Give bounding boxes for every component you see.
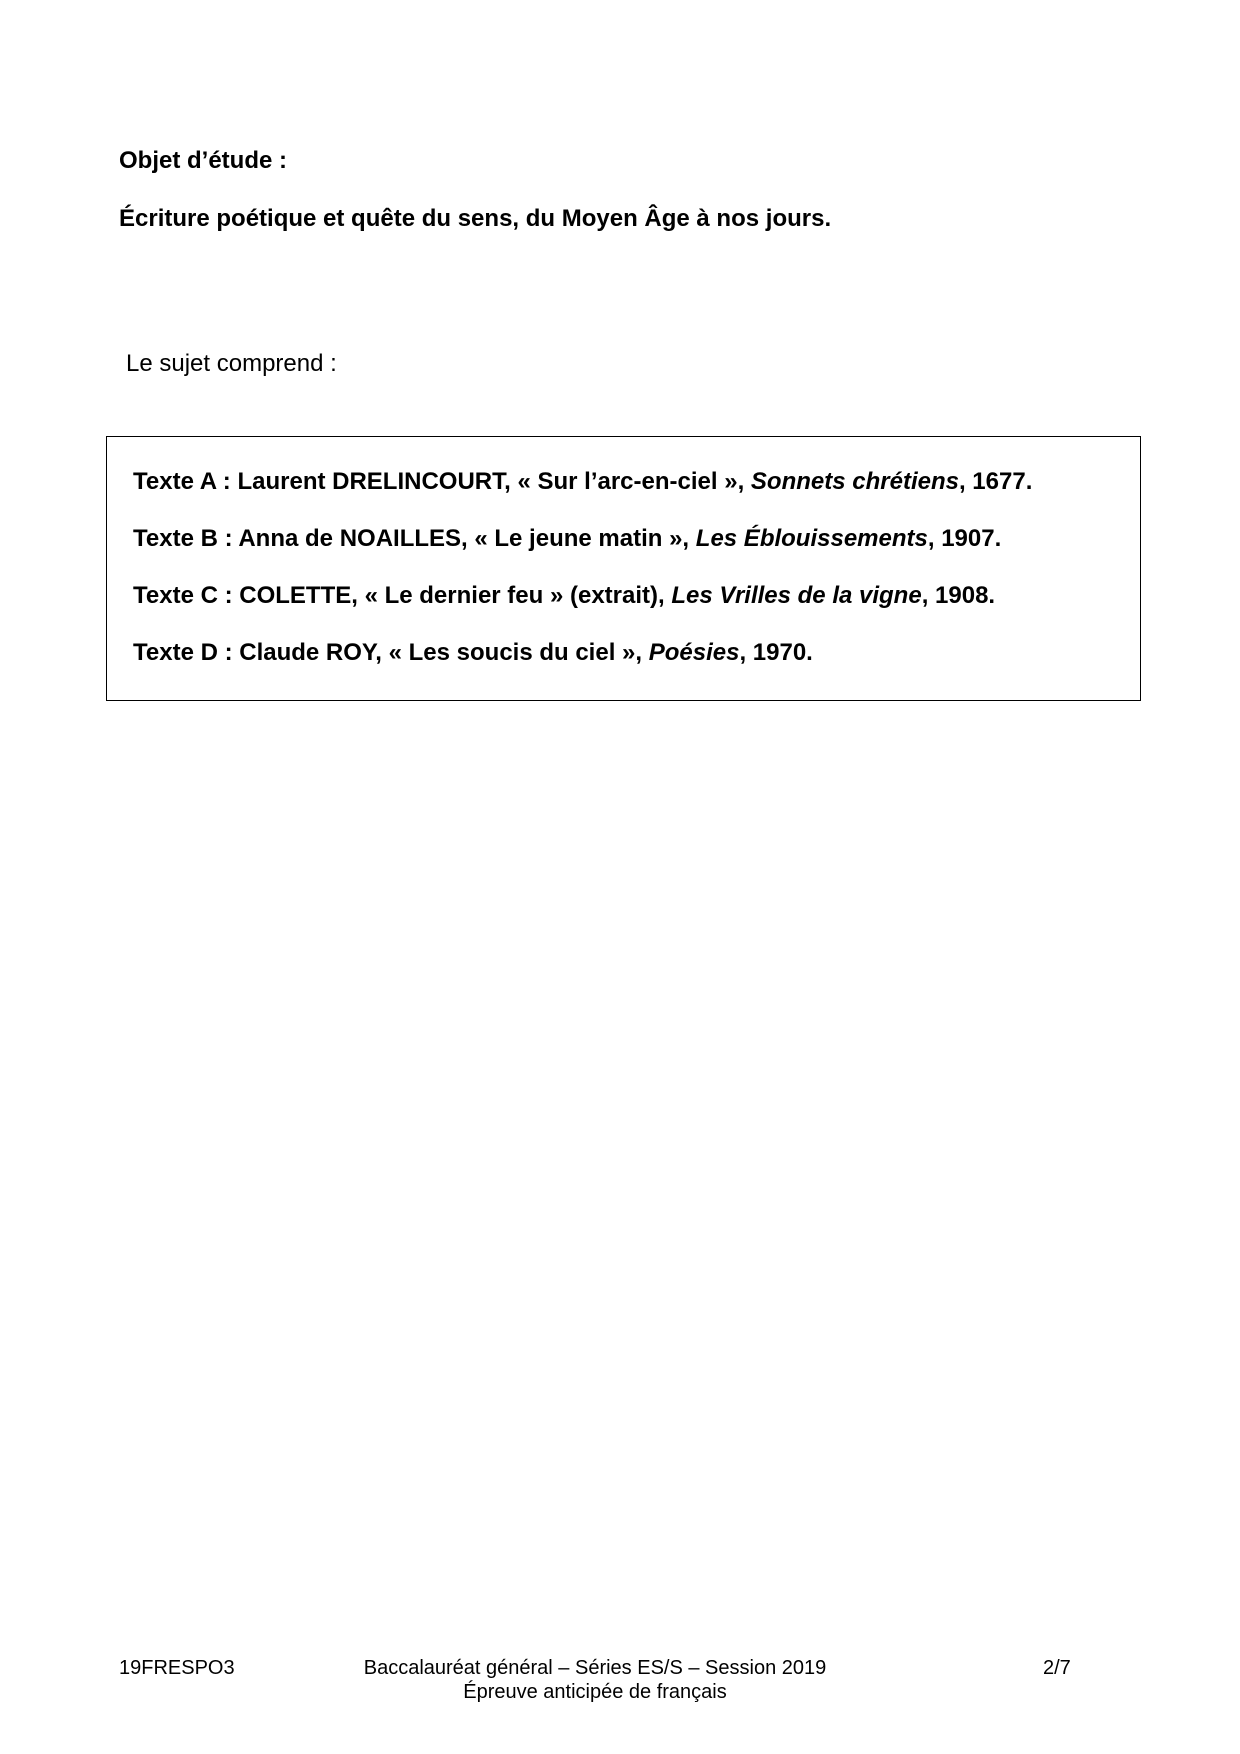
footer-exam-line-2: Épreuve anticipée de français [463, 1681, 727, 1703]
corpus-item-a-date: , 1677. [958, 468, 1033, 495]
corpus-item-d-date: , 1970. [739, 639, 813, 666]
footer-exam-line-1: Baccalauréat général – Séries ES/S – Session 2019 [363, 1657, 827, 1679]
corpus-item-c [133, 581, 995, 611]
footer-exam-title [320, 1656, 870, 1704]
corpus-item-d-text: Texte D : Claude ROY, « Les soucis du ciel », [133, 639, 649, 666]
corpus-item-b [133, 524, 1001, 554]
corpus-item-a [133, 467, 1032, 497]
corpus-box [106, 436, 1141, 701]
corpus-item-a-work: Sonnets chrétiens [750, 468, 959, 495]
corpus-item-b-date: , 1907. [927, 525, 1002, 552]
corpus-item-d [133, 638, 813, 668]
corpus-item-c-text: Texte C : COLETTE, « Le dernier feu » (extrait), [133, 582, 672, 609]
study-object-label: Objet d’étude : [119, 147, 287, 174]
corpus-item-c-work: Les Vrilles de la vigne [671, 582, 922, 609]
corpus-item-b-work: Les Éblouissements [695, 525, 928, 552]
corpus-item-c-date: , 1908. [921, 582, 996, 609]
corpus-item-d-work: Poésies [648, 639, 740, 666]
subject-intro: Le sujet comprend : [126, 350, 337, 377]
corpus-item-a-text: Texte A : Laurent DRELINCOURT, « Sur l’arc-en-ciel », [133, 468, 751, 495]
study-object-title: Écriture poétique et quête du sens, du Moyen Âge à nos jours. [119, 205, 832, 232]
footer-exam-code: 19FRESPO3 [119, 1657, 235, 1679]
corpus-item-b-text: Texte B : Anna de NOAILLES, « Le jeune matin », [133, 525, 696, 552]
footer-page-number: 2/7 [1043, 1657, 1071, 1679]
